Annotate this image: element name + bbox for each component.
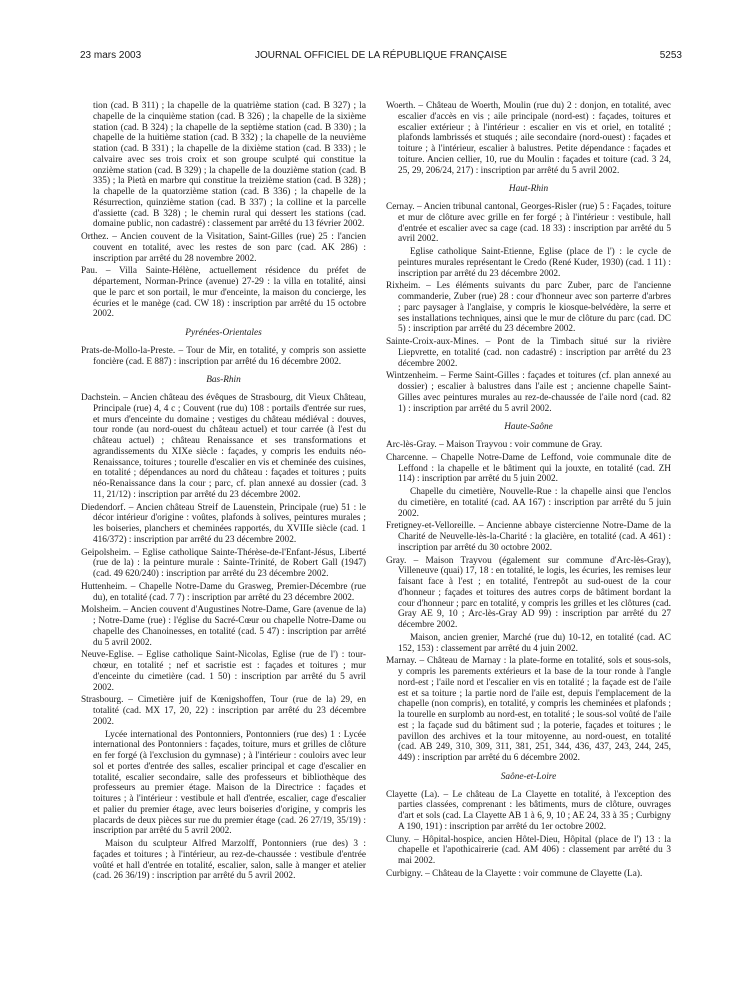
department-heading: Haut-Rhin [508,184,549,195]
header-journal-title: JOURNAL OFFICIEL DE LA RÉPUBLIQUE FRANÇAISE [254,50,508,61]
entry-paragraph: Arc-lès-Gray. – Maison Trayvou : voir commune de Gray. [386,440,603,450]
department-heading: Pyrénées-Orientales [185,328,262,338]
entry-paragraph: Curbigny. – Château de la Clayette : voir commune de Clayette (La). [386,868,643,879]
entry-paragraph: Fretigney-et-Velloreille. – Ancienne abbaye cistercienne Notre-Dame de la Charité de Neuvelle-lès-la-Charité : la glacière, en totalité (cad. A 461) : inscription par arrêté du 30 octobre 2002. [386,521,671,553]
entry-paragraph: Chapelle du cimetière, Nouvelle-Rue : la chapelle ainsi que l'enclos du cimetière, en totalité (cad. AA 167) : inscription par arrêté du 5 juin 2002. [398,487,671,519]
entry-paragraph: Molsheim. – Ancien couvent d'Augustines Notre-Dame, Gare (avenue de la) ; Notre-Dame (rue) : l'église du Sacré-Cœur ou chapelle Notre-Dame ou chapelle des Chanoinesses, en totalité (cad. 5 47) : inscription par arrêté du 5 avril 2002. [81,605,366,648]
department-heading: Haute-Saône [504,422,553,433]
left-column [81,101,366,884]
entry-paragraph: Clayette (La). – Le château de La Clayette en totalité, à l'exception des parties classées, comprenant : les bâtiments, murs de clôture, ouvrages d'art et sols (cad. La Clayette AB 1 à 6, 9, 10 ; AE 24, 33 à 35 ; Curbigny A 190, 191) : inscription par arrêté du 1er octobre 2002. [386,789,671,832]
entry-paragraph: Maison, ancien grenier, Marché (rue du) 10-12, en totalité (cad. AC 152, 153) : classement par arrêté du 4 juin 2002. [398,632,671,654]
page-header [80,50,682,64]
entry-paragraph: Wintzenheim. – Ferme Saint-Gilles : façades et toitures (cf. plan annexé au dossier) ; escalier à balustres dans l'aile est ; ancienne chapelle Saint-Gilles avec peintures murales au rez-de-chaussée de l'aile nord (cad. 82 1) : inscription par arrêté du 5 avril 2002. [386,371,671,414]
right-column [386,101,671,882]
entry-paragraph: Marnay. – Château de Marnay : la plate-forme en totalité, sols et sous-sols, y compris les parements extérieurs et la base de la tour ronde à l'angle nord-est ; l'aile nord et l'escalier en vis en totalité ; la façade est de l'aile est et sa toiture ; la partie nord de l'aile est, depuis l'emplacement de la chapelle (non compris), en totalité, y compris les cheminées et plafonds ; la tourelle en surplomb au nord-est, en totalité ; le sous-sol voûté de l'aile est ; la façade sud du bâtiment sud ; la poterie, façades et toitures ; le pavillon des archives et la tour mitoyenne, au nord-ouest, en totalité (cad. AB 249, 310, 309, 311, 381, 251, 344, 436, 437, 243, 244, 245, 449) : inscription par arrêté du 6 décembre 2002. [386,656,671,763]
entry-paragraph: Diedendorf. – Ancien château Streif de Lauenstein, Principale (rue) 51 : le décor intérieur d'origine : voûtes, plafonds à solives, peintures murales ; les boiseries, planchers et cheminées rapportés, du XVIIIe siècle (cad. 1 416/372) : inscription par arrêté du 23 décembre 2002. [81,502,366,545]
entry-paragraph: Rixheim. – Les éléments suivants du parc Zuber, parc de l'ancienne commanderie, Zuber (rue) 28 : cour d'honneur avec son parterre d'arbres ; parc paysager à l'anglaise, y compris le kiosque-belvédère, la serre et ses installations techniques, ainsi que le mur de clôture du parc (cad. DC 5) : inscription par arrêté du 23 décembre 2002. [386,281,671,335]
entry-paragraph: Geipolsheim. – Eglise catholique Sainte-Thérèse-de-l'Enfant-Jésus, Liberté (rue de la) : la peinture murale : Sainte-Trinité, de Robert Gall (1947) (cad. 49 620/240) : inscription par arrêté du 23 décembre 2002. [81,547,366,579]
entry-paragraph: Charcenne. – Chapelle Notre-Dame de Leffond, voie communale dite de Leffond : la chapelle et le bâtiment qui la jouxte, en totalité (cad. ZH 114) : inscription par arrêté du 5 juin 2002. [386,452,671,485]
entry-paragraph: Sainte-Croix-aux-Mines. – Pont de la Timbach situé sur la rivière Liepvrette, en totalité (cad. non cadastré) : inscription par arrêté du 23 décembre 2002. [386,337,671,369]
entry-paragraph: Neuve-Eglise. – Eglise catholique Saint-Nicolas, Eglise (rue de l') : tour-chœur, en totalité ; nef et sacristie est : façades et toitures ; mur d'enceinte du cimetière (cad. 1 50) : inscription par arrêté du 5 avril 2002. [81,650,366,693]
entry-paragraph: Maison du sculpteur Alfred Marzolff, Pontonniers (rue des) 3 : façades et toitures ; à l'intérieur, au rez-de-chaussée : vestibule d'entrée voûté et hall d'entrée en totalité, escalier, salon, salle à manger et atelier (cad. 26 36/19) : inscription par arrêté du 5 avril 2002. [93,839,366,882]
entry-paragraph: Orthez. – Ancien couvent de la Visitation, Saint-Gilles (rue) 25 : l'ancien couvent en totalité, avec les restes de son parc (cad. AK 286) : inscription par arrêté du 28 novembre 2002. [81,232,366,264]
entry-paragraph: Eglise catholique Saint-Etienne, Eglise (place de l') : le cycle de peintures murales représentant le Credo (René Kuder, 1930) (cad. 1 11) : inscription par arrêté du 23 décembre 2002. [398,247,671,279]
department-heading: Bas-Rhin [206,375,241,386]
entry-paragraph: tion (cad. B 311) ; la chapelle de la quatrième station (cad. B 327) ; la chapelle de la cinquième station (cad. B 326) ; la chapelle de la sixième station (cad. B 324) ; la chapelle de la septième station (cad. B 330) ; la chapelle de la huitième station (cad. B 332) ; la chapelle de la neuvième station (cad. B 331) ; la chapelle de la dixième station (cad. B 333) ; le calvaire avec ses trois croix et son groupe sculpté qui constitue la onzième station (cad. B 329) ; la chapelle de la douzième station (cad. B 335) ; la Pietà en marbre qui constitue la treizième station (cad. B 328) ; la chapelle de la quatorzième station (cad. B 336) ; la chapelle de la Résurrection, quinzième station (cad. B 337) ; la colline et la parcelle d'assiette (cad. B 328) ; le chemin rural qui dessert les stations (cad. domaine public, non cadastré) : classement par arrêté du 13 février 2002. [93,101,366,230]
header-date: 23 mars 2003 [80,50,142,61]
entry-paragraph: Gray. – Maison Trayvou (également sur commune d'Arc-lès-Gray), Villeneuve (quai) 17, 18 : en totalité, le logis, les écuries, les remises leur faisant face à l'est ; en totalité, l'entrepôt au sud-ouest de la cour d'honneur ; façades et toitures des autres corps de bâtiment bordant la cour d'honneur ; parc en totalité, y compris les grilles et les clôtures (cad. Gray AE 9, 10 ; Arc-lès-Gray AD 99) : inscription par arrêté du 27 décembre 2002. [386,555,671,630]
department-heading: Saône-et-Loire [500,771,557,782]
entry-paragraph: Huttenheim. – Chapelle Notre-Dame du Grasweg, Premier-Décembre (rue du), en totalité (cad. 7 7) : inscription par arrêté du 23 décembre 2002. [81,581,366,603]
entry-paragraph: Dachstein. – Ancien château des évêques de Strasbourg, dit Vieux Château, Principale (rue) 4, 4 c ; Couvent (rue du) 108 : portails d'entrée sur rues, et murs d'enceinte du domaine ; vestiges du château médiéval : douves, tour ronde (au nord-ouest du château actuel) et tour carrée (à l'est du château actuel) ; château Renaissance et ses transformations et agrandissements du XIXe siècle : façades, y compris les enduits néo-Renaissance, toitures ; tourelle d'escalier en vis et cheminée des cuisines, en totalité ; dépendances au nord du château : façades et toitures ; puits néo-Renaissance dans la cour ; parc, cf. plan annexé au dossier (cad. 3 11, 21/12) : inscription par arrêté du 23 décembre 2002. [81,393,366,500]
entry-paragraph: Lycée international des Pontonniers, Pontonniers (rue des) 1 : Lycée international des Pontonniers : façades, toiture, murs et grilles de clôture en fer forgé (à l'exclusion du gymnase) ; à l'intérieur : couloirs avec leur sol et portes d'entrée des salles, escalier principal et cage d'escalier en totalité, escalier secondaire, salle des professeurs et bibliothèque des professeurs au premier étage. Maison de la Directrice : façades et toitures ; à l'intérieur : vestibule et hall d'entrée, escalier, cage d'escalier et palier du premier étage, avec leurs boiseries d'origine, y compris les placards de deux pièces sur rue du premier étage (cad. 26 27/19, 35/19) : inscription par arrêté du 5 avril 2002. [93,729,366,837]
header-page-number: 5253 [659,50,682,61]
entry-paragraph: Cluny. – Hôpital-hospice, ancien Hôtel-Dieu, Hôpital (place de l') 13 : la chapelle et l'apothicairerie (cad. AM 406) : classement par arrêté du 3 mai 2002. [386,834,671,866]
entry-paragraph: Woerth. – Château de Woerth, Moulin (rue du) 2 : donjon, en totalité, avec escalier d'accès en vis ; aile principale (nord-est) : façades, toitures et escalier extérieur ; à l'intérieur : escalier en vis et oriel, en totalité ; plafonds lambrissés et stuqués ; aile secondaire (nord-ouest) : façades et toiture ; à l'intérieur, escalier à balustres. Petite dépendance : façades et toiture. Ancien cellier, 10, rue du Moulin : façades et toiture (cad. 3 24, 25, 29, 206/24, 217) : inscription par arrêté du 5 avril 2002. [386,101,671,176]
entry-paragraph: Pau. – Villa Sainte-Hélène, actuellement résidence du préfet de département, Norman-Prince (avenue) 27-29 : la villa en totalité, ainsi que le parc et son portail, le mur d'enceinte, la maison du concierge, les écuries et le manège (cad. CW 18) : inscription par arrêté du 15 octobre 2002. [81,266,366,320]
entry-paragraph: Prats-de-Mollo-la-Preste. – Tour de Mir, en totalité, y compris son assiette foncière (cad. E 887) : inscription par arrêté du 16 décembre 2002. [81,345,366,367]
entry-paragraph: Cernay. – Ancien tribunal cantonal, Georges-Risler (rue) 5 : Façades, toiture et mur de clôture avec grille en fer forgé ; à l'intérieur : vestibule, hall d'entrée et escalier avec sa cage (cad. 18 33) : inscription par arrêté du 5 avril 2002. [386,202,671,245]
entry-paragraph: Strasbourg. – Cimetière juif de Kœnigshoffen, Tour (rue de la) 29, en totalité (cad. MX 17, 20, 22) : inscription par arrêté du 23 décembre 2002. [81,695,366,727]
